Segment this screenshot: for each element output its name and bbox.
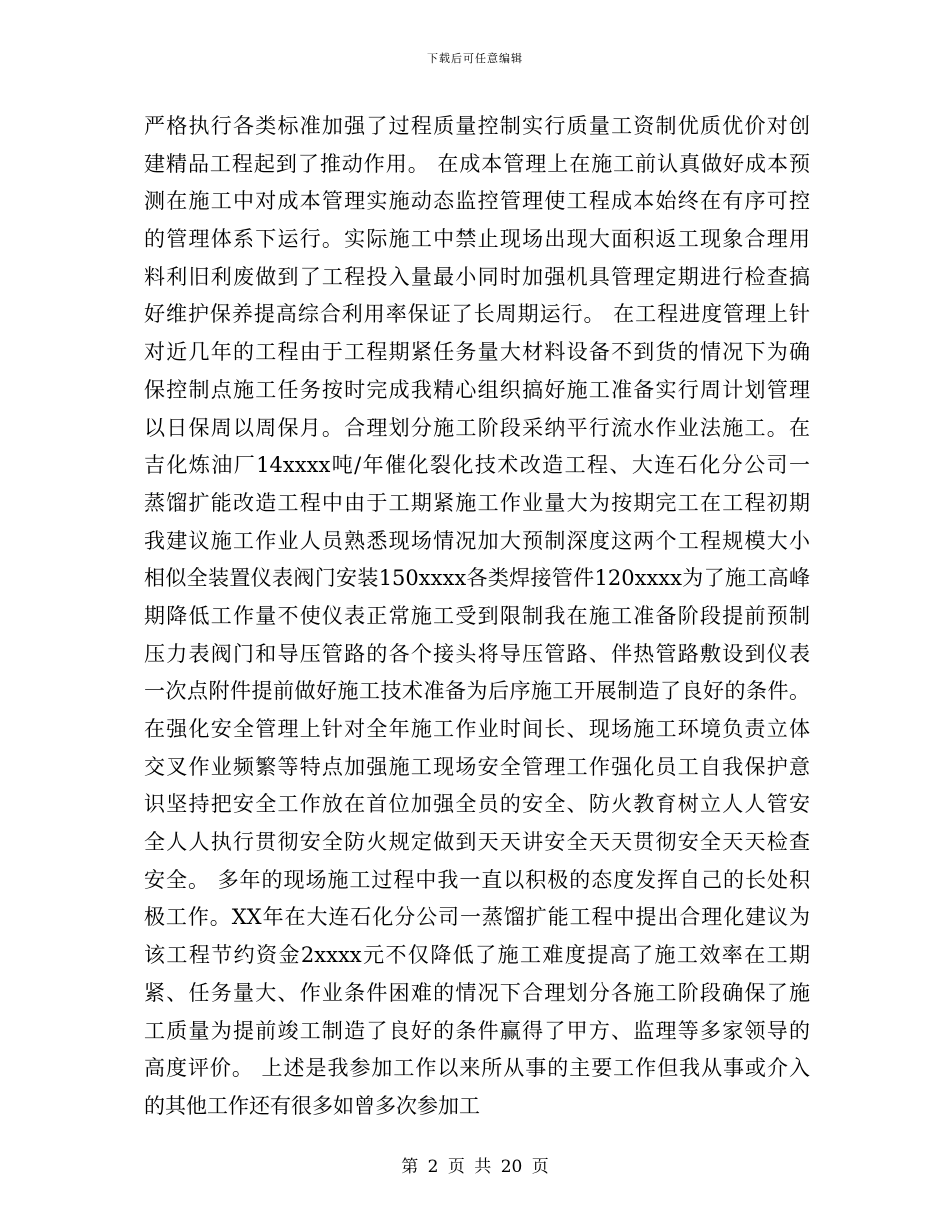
text-line: 压力表阀门和导压管路的各个接头将导压管路、伴热管路敷设到仪表 (144, 641, 810, 666)
text-line: 好维护保养提高综合利用率保证了长周期运行。 在工程进度管理上针 (144, 302, 810, 327)
page-header: 下载后可任意编辑 (427, 52, 523, 65)
text-line: 严格执行各类标准加强了过程质量控制实行质量工资制优质优价对创 (144, 114, 810, 138)
text-line: 一次点附件提前做好施工技术准备为后序施工开展制造了良好的条件。 (144, 679, 810, 704)
text-line: 我建议施工作业人员熟悉现场情况加大预制深度这两个工程规模大小 (144, 528, 810, 553)
text-line: 该工程节约资金2xxxx元不仅降低了施工难度提高了施工效率在工期 (144, 943, 810, 968)
text-line: 料利旧利废做到了工程投入量最小同时加强机具管理定期进行检查搞 (144, 264, 810, 289)
text-line: 的管理体系下运行。实际施工中禁止现场出现大面积返工现象合理用 (144, 227, 810, 252)
text-line: 相似全装置仪表阀门安装150xxxx各类焊接管件120xxxx为了施工高峰 (144, 566, 810, 591)
text-line: 测在施工中对成本管理实施动态监控管理使工程成本始终在有序可控 (144, 189, 810, 214)
text-line: 建精品工程起到了推动作用。 在成本管理上在施工前认真做好成本预 (144, 151, 810, 176)
text-line: 高度评价。 上述是我参加工作以来所从事的主要工作但我从事或介入 (144, 1056, 810, 1081)
text-line: 紧、任务量大、作业条件困难的情况下合理划分各施工阶段确保了施 (144, 980, 810, 1005)
text-line: 工质量为提前竣工制造了良好的条件赢得了甲方、监理等多家领导的 (144, 1018, 810, 1043)
text-line: 保控制点施工任务按时完成我精心组织搞好施工准备实行周计划管理 (144, 377, 810, 402)
text-line: 交叉作业频繁等特点加强施工现场安全管理工作强化员工自我保护意 (144, 754, 810, 779)
text-line: 以日保周以周保月。合理划分施工阶段采纳平行流水作业法施工。在 (144, 415, 810, 440)
text-line: 蒸馏扩能改造工程中由于工期紧施工作业量大为按期完工在工程初期 (144, 490, 810, 515)
text-line: 全人人执行贯彻安全防火规定做到天天讲安全天天贯彻安全天天检查 (144, 830, 810, 855)
text-line: 的其他工作还有很多如曾多次参加工 (144, 1093, 480, 1118)
document-body (144, 108, 810, 1126)
text-line: 极工作。XX年在大连石化分公司一蒸馏扩能工程中提出合理化建议为 (144, 905, 810, 930)
page-number-footer: 第 2 页 共 20 页 (401, 1157, 549, 1177)
text-line: 识坚持把安全工作放在首位加强全员的安全、防火教育树立人人管安 (144, 792, 810, 817)
text-line: 安全。 多年的现场施工过程中我一直以积极的态度发挥自己的长处积 (144, 867, 810, 892)
text-line: 吉化炼油厂14xxxx吨/年催化裂化技术改造工程、大连石化分公司一 (144, 453, 810, 478)
text-line: 对近几年的工程由于工程期紧任务量大材料设备不到货的情况下为确 (144, 340, 810, 365)
text-line: 在强化安全管理上针对全年施工作业时间长、现场施工环境负责立体 (144, 717, 810, 741)
text-line: 期降低工作量不使仪表正常施工受到限制我在施工准备阶段提前预制 (144, 603, 810, 628)
